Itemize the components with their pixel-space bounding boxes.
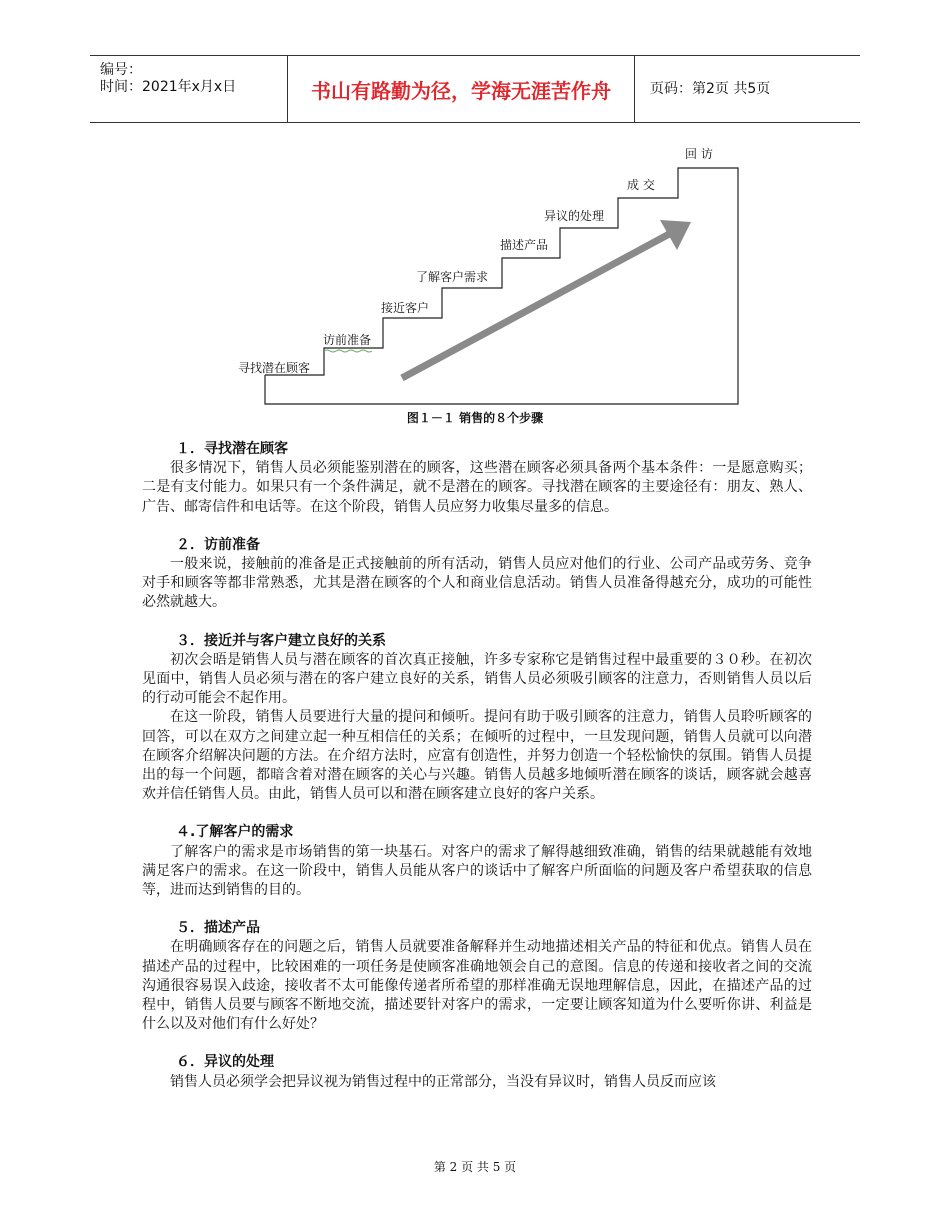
section-heading: ３．接近并与客户建立良好的关系 (176, 632, 386, 649)
page-footer: 第 2 页 共 5 页 (433, 1160, 517, 1174)
step-label-8: 回 访 (685, 147, 713, 161)
section-heading: ４.了解客户的需求 (176, 824, 294, 841)
document-body (142, 440, 812, 1111)
paragraph: 在明确顾客存在的问题之后，销售人员就要准备解释并生动地描述相关产品的特征和优点。销售人员在描述产品的过程中，比较困难的一项任务是使顾客准确地领会自己的意图。信息的传递和接收者之间的交流沟通很容易误入歧途，接收者不太可能像传递者所希望的那样准确无误地理解信息，因此，在描述产品的过程中，销售人员要与顾客不断地交流，描述要针对客户的需求，一定要让顾客知道为什么要听你讲、利益是什么以及对他们有什么好处？ (142, 939, 812, 1033)
motto: 书山有路勤为径，学海无涯苦作舟 (287, 56, 635, 122)
page-label: 页码：第2页 共5页 (650, 81, 771, 97)
step-label-7: 成 交 (627, 178, 655, 192)
spellcheck-underline (324, 350, 372, 352)
figure-caption: 图１－１ 销售的８个步骤 (406, 411, 544, 425)
section-heading: ５．描述产品 (176, 920, 260, 937)
number-label: 编号： (100, 62, 142, 78)
section-needs (142, 823, 812, 900)
section-objections (142, 1053, 812, 1091)
paragraph: 初次会晤是销售人员与潜在顾客的首次真正接触，许多专家称它是销售过程中最重要的３０秒。在初次见面中，销售人员必须与潜在的客户建立良好的关系，销售人员必须吸引顾客的注意力，否则销售人员以后的行动可能会不起作用。 (142, 651, 812, 707)
section-find-prospects (142, 440, 812, 517)
paragraph: 很多情况下，销售人员必须能鉴别潜在的顾客，这些潜在顾客必须具备两个基本条件：一是愿意购买；二是有支付能力。如果只有一个条件满足，就不是潜在的顾客。寻找潜在顾客的主要途径有：朋友、熟人、广告、邮寄信件和电话等。在这个阶段，销售人员应努力收集尽量多的信息。 (142, 460, 812, 515)
time-label: 时间：2021年x月x日 (100, 79, 237, 95)
section-heading: ６．异议的处理 (176, 1054, 274, 1071)
growth-arrow-shaft (402, 232, 673, 378)
page-header (90, 55, 860, 123)
section-describe-product (142, 919, 812, 1034)
section-pre-visit (142, 536, 812, 613)
step-label-2: 访前准备 (323, 333, 372, 347)
section-approach (142, 632, 812, 805)
paragraph: 销售人员必须学会把异议视为销售过程中的正常部分，当没有异议时，销售人员反而应该 (170, 1073, 716, 1090)
step-label-3: 接近客户 (381, 301, 430, 315)
paragraph: 在这一阶段，销售人员要进行大量的提问和倾听。提问有助于吸引顾客的注意力，销售人员聆听顾客的回答，可以在双方之间建立起一种互相信任的关系；在倾听的过程中，一旦发现问题，销售人员就可以向潜在顾客介绍解决问题的方法。在介绍方法时，应富有创造性，并努力创造一个轻松愉快的氛围。销售人员提出的每一个问题，都暗含着对潜在顾客的关心与兴趣。销售人员越多地倾听潜在顾客的谈话，顾客就会越喜欢并信任销售人员。由此，销售人员可以和潜在顾客建立良好的客户关系。 (142, 709, 812, 803)
step-label-1: 寻找潜在顾客 (238, 361, 311, 375)
paragraph: 一般来说，接触前的准备是正式接触前的所有活动，销售人员应对他们的行业、公司产品或劳务、竞争对手和顾客等都非常熟悉，尤其是潜在顾客的个人和商业信息活动。销售人员准备得越充分，成功的可能性必然就越大。 (142, 556, 812, 611)
step-label-6: 异议的处理 (544, 209, 605, 223)
sales-steps-figure (230, 140, 750, 410)
step-label-4: 了解客户需求 (416, 270, 489, 284)
header-meta (100, 62, 236, 96)
staircase-outline (265, 168, 738, 404)
section-heading: １．寻找潜在顾客 (176, 441, 288, 457)
paragraph: 了解客户的需求是市场销售的第一块基石。对客户的需求了解得越细致准确，销售的结果就越能有效地满足客户的需求。在这一阶段中，销售人员能从客户的谈话中了解客户所面临的问题及客户希望获取的信息等，进而达到销售的目的。 (142, 843, 812, 899)
section-heading: ２．访前准备 (176, 536, 260, 553)
step-label-5: 描述产品 (500, 238, 549, 252)
